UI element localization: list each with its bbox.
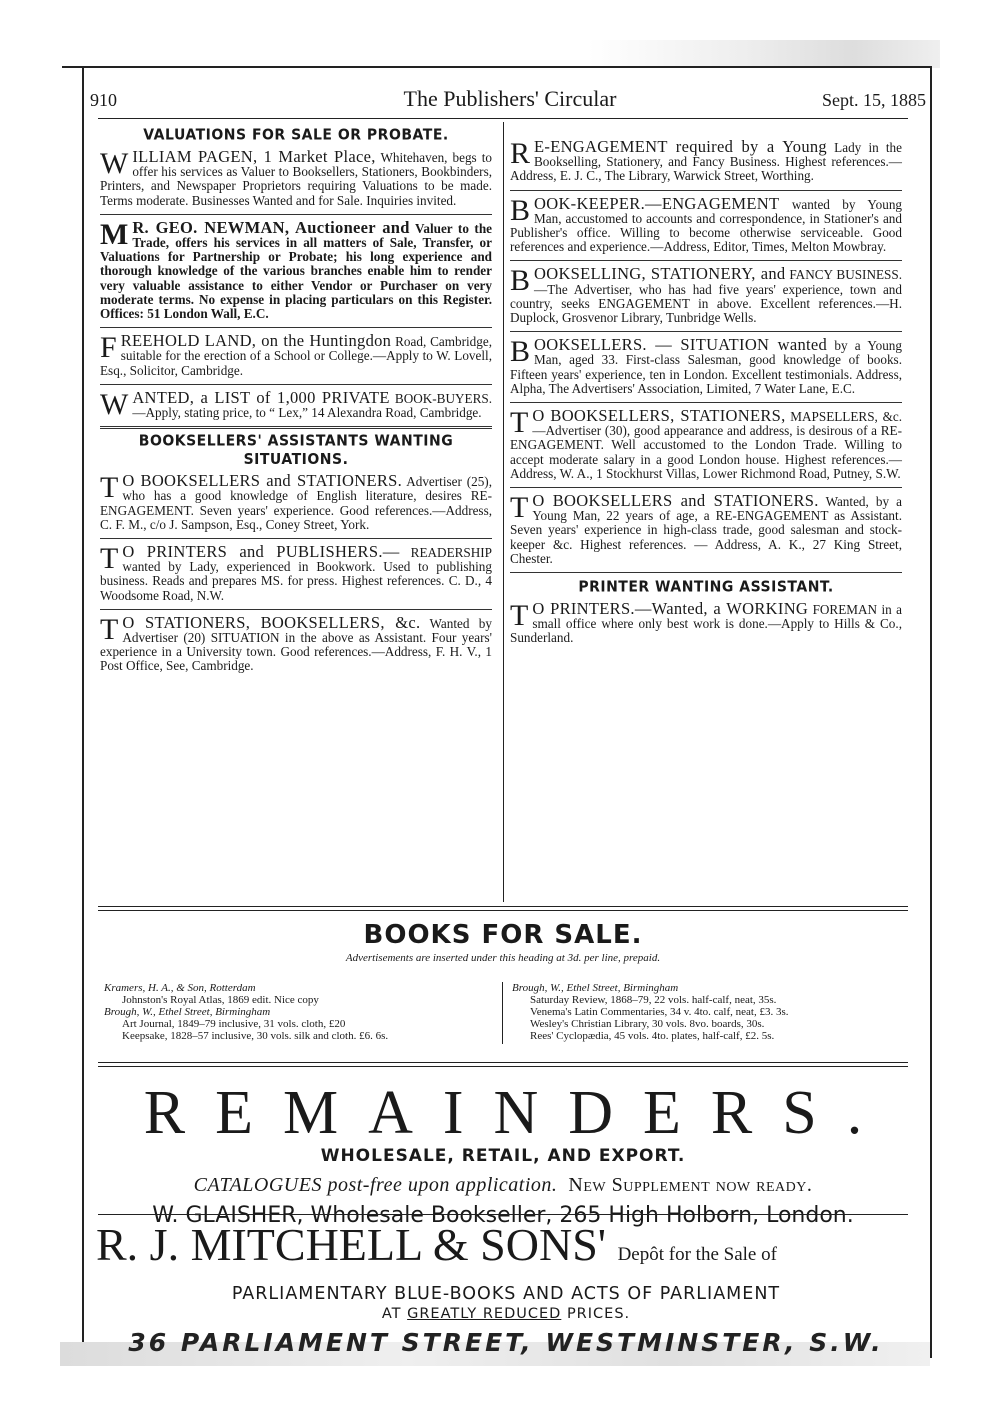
ad-lead: O BOOKSELLERS and STATIONERS.	[532, 491, 819, 511]
ad-lead: O BOOKSELLERS and STATIONERS.	[122, 471, 403, 491]
ad-bookselling	[510, 264, 902, 326]
supplement-text: New Supplement now ready.	[568, 1174, 813, 1196]
mitchell-advertisement	[96, 1220, 916, 1357]
parliamentary-line: PARLIAMENTARY BLUE-BOOKS AND ACTS OF PARLIAMENT	[231, 1284, 781, 1304]
ad-body: FANCY BUSINESS.—The Advertiser, who has had five years' experience, town and country, seeks ENGAGEMENT in above. Excellent references.—H. Duplock, Grosvenor Library, Tunbridge Wells.	[510, 267, 902, 326]
ad-lead: O BOOKSELLERS, STATIONERS,	[532, 406, 786, 426]
remainders-advertisement	[98, 1079, 908, 1228]
ad-lead: R. GEO. NEWMAN, Auctioneer and	[132, 217, 410, 237]
ad-lead: OOK-KEEPER.—ENGAGEMENT	[534, 193, 780, 213]
dropcap: R	[510, 137, 531, 170]
column-divider	[503, 122, 504, 902]
seller-name: Brough, W., Ethel Street, Birmingham	[104, 1006, 271, 1018]
books-for-sale-section	[98, 920, 908, 964]
mitchell-name: R. J. MITCHELL & SONS'	[96, 1219, 607, 1270]
section-rule	[98, 1066, 908, 1067]
ad-to-stationers	[100, 612, 492, 674]
book-listing: Rees' Cyclopædia, 45 vols. 4to. plates, half-calf, £2. 5s.	[530, 1030, 775, 1042]
divider	[510, 190, 902, 191]
ad-reengagement	[510, 137, 902, 184]
book-listing: Johnston's Royal Atlas, 1869 edit. Nice copy	[122, 994, 319, 1006]
section-rule	[98, 1062, 908, 1063]
ad-body: Lady in the Bookselling, Stationery, and Fancy Business. Highest references.—Address, E. J. C., The Library, Warwick Street, Worthing.	[510, 140, 902, 184]
books-right-column	[512, 982, 907, 1042]
dropcap: W	[100, 387, 129, 421]
at-text: AT	[381, 1306, 402, 1322]
ad-body: BOOK-BUYERS.—Apply, stating price, to “ Lex,” 14 Alexandra Road, Cambridge.	[132, 390, 493, 421]
prices-text: PRICES.	[566, 1306, 631, 1322]
dropcap: W	[100, 147, 129, 180]
catalogues-line	[98, 1174, 908, 1197]
divider	[510, 331, 902, 332]
book-listing: Art Journal, 1849–79 inclusive, 31 vols. cloth, £20	[122, 1018, 346, 1030]
books-for-sale-title: BOOKS FOR SALE.	[363, 920, 643, 950]
ad-body: Whitehaven, begs to offer his services as Valuer to Booksellers, Stationers, Bookbinders, Printers, and Newspaper Proprietors requiring Valuations to be made. Terms moderate. Businesses Wanted and for Sale. Inquiries invited.	[100, 150, 492, 208]
dropcap: T	[100, 612, 119, 646]
dropcap: B	[510, 193, 531, 227]
divider	[100, 384, 492, 385]
dropcap: T	[510, 491, 529, 525]
ad-bookkeeper	[510, 193, 903, 255]
section-rule	[98, 1214, 908, 1215]
mitchell-address: 36 PARLIAMENT STREET, WESTMINSTER, S.W.	[128, 1328, 884, 1357]
ad-lead: OOKSELLING, STATIONERY, and	[534, 264, 786, 284]
dropcap: F	[100, 331, 117, 365]
ad-to-booksellers-2	[510, 491, 902, 566]
ad-booksellers-situation	[510, 335, 902, 396]
assistants-heading-line1: BOOKSELLERS' ASSISTANTS WANTING	[138, 432, 454, 451]
books-column-divider	[502, 982, 503, 1044]
ad-to-booksellers	[100, 471, 492, 532]
ad-lead: ANTED, a LIST of 1,000 PRIVATE	[132, 387, 390, 407]
dropcap: T	[100, 542, 119, 576]
ad-pagen	[100, 147, 492, 208]
seller-name: Kramers, H. A., & Son, Rotterdam	[104, 982, 256, 994]
divider	[100, 327, 492, 328]
ad-body: Valuer to the Trade, offers his services in all matters of Sale, Transfer, or Valuations for Partnership or Probate; his long experience and thorough knowledge of the various branches enable him to render very valuable assistance to either Vendor or Purchaser on very moderate terms. No expense in placing particulars on this Register. Offices: 51 London Wall, E.C.	[100, 220, 493, 322]
section-rule	[98, 910, 908, 911]
divider	[510, 572, 902, 573]
remainders-subtitle: WHOLESALE, RETAIL, AND EXPORT.	[320, 1146, 686, 1166]
mitchell-title-line	[96, 1220, 916, 1280]
ad-body: Wanted, by a Young Man, 22 years of age, a RE-ENGAGEMENT as Assistant. Seven years' experience in high-class trade, good salesman and stock-keeper &c. Highest references. — Address, A. K., 27 King Street, Chester.	[510, 494, 902, 566]
ad-lead: O PRINTERS and PUBLISHERS.—	[122, 542, 400, 562]
ad-lead: O STATIONERS, BOOKSELLERS, &c.	[122, 612, 421, 632]
assistants-heading	[100, 433, 492, 470]
ad-lead: ILLIAM PAGEN, 1 Market Place,	[132, 147, 376, 166]
page-header	[90, 86, 930, 114]
ad-body: Road, Cambridge, suitable for the erection of a School or College.—Apply to W. Lovell, Esq., Solicitor, Cambridge.	[100, 334, 493, 378]
ad-body: FOREMAN in a small office where only best work is done.—Apply to Hills & Co., Sunderland.	[510, 602, 903, 646]
ad-body: by a Young Man, aged 33. First-class Salesman, good knowledge of books. Fifteen years' experience, ten in London. Excellent testimonials. Address, Alpha, The Advertisers' Association, Limited, 7 Water Lane, E.C.	[510, 338, 902, 396]
assistants-heading-line2: SITUATIONS.	[243, 451, 349, 469]
ad-to-printers-wanted	[510, 599, 903, 646]
catalogues-text: CATALOGUES post-free upon application.	[193, 1174, 558, 1196]
printer-heading: PRINTER WANTING ASSISTANT.	[578, 578, 834, 596]
left-column	[100, 123, 492, 680]
dropcap: B	[510, 335, 531, 369]
divider	[100, 609, 492, 610]
reduced-text: GREATLY REDUCED	[407, 1306, 562, 1322]
dropcap: T	[510, 406, 529, 440]
remainders-title: REMAINDERS.	[143, 1079, 893, 1147]
ad-lead: O PRINTERS.—Wanted, a WORKING	[532, 599, 809, 619]
divider	[100, 214, 492, 215]
book-listing: Venema's Latin Commentaries, 34 v. 4to. calf, neat, £3. 3s.	[530, 1006, 789, 1018]
ad-body: READERSHIP wanted by Lady, experienced in Bookwork. Used to publishing business. Reads and prepares MS. for press. Highest references. C. D., 4 Woodsome Road, N.W.	[100, 545, 493, 603]
section-rule	[98, 906, 908, 907]
book-listing: Keepsake, 1828–57 inclusive, 30 vols. silk and cloth. £6. 6s.	[122, 1030, 389, 1042]
ad-newman	[100, 217, 493, 322]
issue-date: Sept. 15, 1885	[821, 90, 926, 110]
publication-title: The Publishers' Circular	[403, 86, 617, 111]
page-number: 910	[90, 90, 117, 110]
ad-to-booksellers-stationers	[510, 406, 902, 481]
divider	[510, 402, 902, 403]
ad-to-printers	[100, 542, 493, 603]
books-left-column	[104, 982, 499, 1042]
depot-text: Depôt for the Sale of	[617, 1244, 777, 1265]
book-listing: Saturday Review, 1868–79, 22 vols. half-calf, neat, 35s.	[530, 994, 777, 1006]
right-column	[510, 137, 903, 652]
ad-body: wanted by Young Man, accustomed to accounts and correspondence, in Stationer's and Publisher's office. Willing to become otherwise serviceable. Good references and experience.—Address, Editor, Times, Melton Mowbray.	[510, 196, 903, 255]
book-listing: Wesley's Christian Library, 30 vols. 8vo. boards, 30s.	[530, 1018, 765, 1030]
ad-freehold	[100, 331, 493, 378]
header-rule	[98, 118, 908, 119]
divider	[510, 487, 902, 488]
double-divider	[100, 426, 492, 429]
valuations-heading: VALUATIONS FOR SALE OR PROBATE.	[143, 126, 449, 144]
dropcap: M	[100, 217, 129, 251]
seller-name: Brough, W., Ethel Street, Birmingham	[512, 982, 679, 994]
ad-body: Wanted by Advertiser (20) SITUATION in the above as Assistant. Four years' experience in a University town. Good references.—Address, F. H. V., 1 Post Office, See, Cambridge.	[100, 615, 492, 674]
dropcap: T	[100, 471, 119, 505]
divider	[100, 538, 492, 539]
divider	[510, 260, 902, 261]
reduced-prices-line	[96, 1306, 916, 1322]
ad-body: MAPSELLERS, &c.—Advertiser (30), good appearance and address, is desirous of a RE-ENGAGEMENT. Well accustomed to the London Trade. Willing to accept moderate salary in a good London house. Highest references.—Address, W. A., 1 Stockhurst Villas, Lower Richmond Road, Putney, S.W.	[510, 409, 902, 481]
top-edge-wear	[60, 40, 940, 68]
dropcap: B	[510, 264, 531, 298]
dropcap: T	[510, 599, 529, 633]
ad-lead: OOKSELLERS. — SITUATION wanted	[534, 335, 828, 355]
ad-lead: E-ENGAGEMENT required by a Young	[534, 137, 827, 156]
books-for-sale-subtitle: Advertisements are inserted under this heading at 3d. per line, prepaid.	[345, 952, 661, 964]
ad-body: Advertiser (25), who has a good knowledge of English literature, desires RE-ENGAGEMENT. Seven years' experience. Good references.—Address, C. F. M., c/o J. Sampson, Esq., Coney Street, York.	[100, 474, 492, 532]
glaisher-line: W. GLAISHER, Wholesale Bookseller, 265 High Holborn, London.	[152, 1203, 854, 1228]
ad-wanted-list	[100, 387, 493, 421]
ad-lead: REEHOLD LAND, on the Huntingdon	[120, 331, 392, 351]
